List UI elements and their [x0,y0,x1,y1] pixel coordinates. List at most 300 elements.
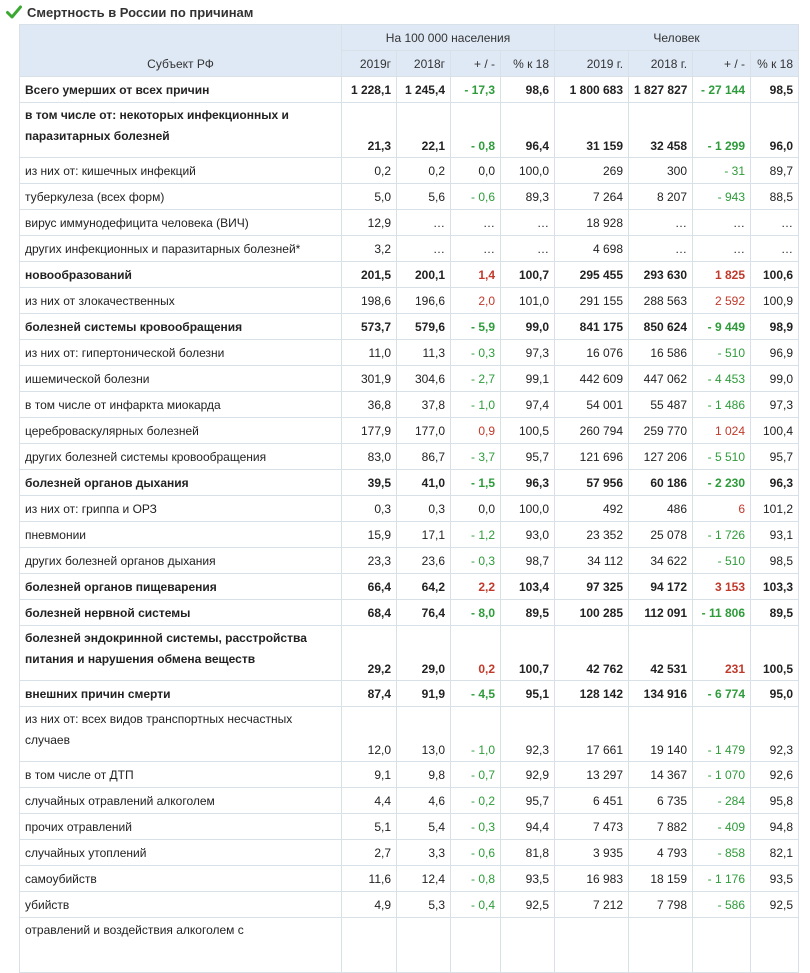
value-cell: 291 155 [555,288,629,314]
value-cell: 5,4 [397,814,451,840]
table-row [20,262,799,288]
change-cell: - 510 [693,340,751,366]
change-cell [693,918,751,973]
value-cell: 0,2 [342,158,397,184]
value-cell: 29,2 [342,626,397,681]
change-cell: - 9 449 [693,314,751,340]
table-row [20,314,799,340]
row-label: болезней органов дыхания [20,470,342,496]
value-cell: 177,0 [397,418,451,444]
value-cell: 100,0 [501,496,555,522]
value-cell: 6 735 [629,788,693,814]
value-cell: 89,3 [501,184,555,210]
value-cell: 492 [555,496,629,522]
value-cell: 3,3 [397,840,451,866]
page-header [0,0,810,24]
change-cell: - 0,8 [451,866,501,892]
value-cell: 260 794 [555,418,629,444]
page-title: Смертность в России по причинам [27,4,254,20]
table-row [20,470,799,496]
value-cell: 127 206 [629,444,693,470]
value-cell: 66,4 [342,574,397,600]
column-header: 2018г [397,51,451,77]
value-cell: 12,4 [397,866,451,892]
value-cell: 486 [629,496,693,522]
value-cell: 96,4 [501,103,555,158]
value-cell: 579,6 [397,314,451,340]
value-cell: 92,6 [751,762,799,788]
change-cell: - 11 806 [693,600,751,626]
value-cell: 6 451 [555,788,629,814]
value-cell: 89,7 [751,158,799,184]
value-cell: 259 770 [629,418,693,444]
row-label: прочих отравлений [20,814,342,840]
table-row [20,444,799,470]
value-cell: 94,8 [751,814,799,840]
value-cell: 3 935 [555,840,629,866]
row-label: других инфекционных и паразитарных болезней* [20,236,342,262]
change-cell: … [693,236,751,262]
table-body [20,77,799,973]
row-label: из них от: всех видов транспортных несчастных случаев [20,707,342,762]
change-cell: 6 [693,496,751,522]
value-cell: 97,3 [501,340,555,366]
table-row [20,366,799,392]
change-cell: - 1 726 [693,522,751,548]
change-cell: … [693,210,751,236]
change-cell: … [451,210,501,236]
table-row [20,288,799,314]
change-cell: - 1 176 [693,866,751,892]
value-cell: 95,7 [501,788,555,814]
value-cell: 2,7 [342,840,397,866]
change-cell [451,918,501,973]
table-row [20,548,799,574]
table-row [20,522,799,548]
change-cell: - 0,4 [451,892,501,918]
value-cell [555,918,629,973]
value-cell: 18 928 [555,210,629,236]
table-row [20,340,799,366]
column-header: + / - [451,51,501,77]
row-label: в том числе от ДТП [20,762,342,788]
value-cell: 300 [629,158,693,184]
value-cell: 99,1 [501,366,555,392]
value-cell: 96,9 [751,340,799,366]
table-row [20,392,799,418]
value-cell: 18 159 [629,866,693,892]
value-cell: 121 696 [555,444,629,470]
value-cell: 16 076 [555,340,629,366]
value-cell: 101,2 [751,496,799,522]
change-cell: - 17,3 [451,77,501,103]
value-cell: 17 661 [555,707,629,762]
change-cell: 0,0 [451,496,501,522]
value-cell: 98,6 [501,77,555,103]
value-cell: 88,5 [751,184,799,210]
value-cell: 4,4 [342,788,397,814]
value-cell: 5,6 [397,184,451,210]
value-cell [342,918,397,973]
table-row [20,496,799,522]
row-label: вирус иммунодефицита человека (ВИЧ) [20,210,342,236]
change-cell: - 5 510 [693,444,751,470]
value-cell: 442 609 [555,366,629,392]
change-cell: - 4,5 [451,681,501,707]
value-cell: 21,3 [342,103,397,158]
value-cell: 98,5 [751,548,799,574]
value-cell: 23,6 [397,548,451,574]
row-label: самоубийств [20,866,342,892]
subject-header: Субъект РФ [20,25,342,77]
change-cell: 231 [693,626,751,681]
row-label: из них от: гипертонической болезни [20,340,342,366]
value-cell: 4 793 [629,840,693,866]
value-cell: 92,5 [501,892,555,918]
change-cell: - 586 [693,892,751,918]
value-cell: 99,0 [751,366,799,392]
row-label: болезней нервной системы [20,600,342,626]
change-cell: - 0,2 [451,788,501,814]
value-cell: 94 172 [629,574,693,600]
row-label: ишемической болезни [20,366,342,392]
change-cell: - 1 299 [693,103,751,158]
change-cell: - 858 [693,840,751,866]
value-cell: 42 531 [629,626,693,681]
value-cell: 103,4 [501,574,555,600]
value-cell: 100,5 [751,626,799,681]
value-cell: 11,6 [342,866,397,892]
change-cell: - 1,2 [451,522,501,548]
change-cell: - 2 230 [693,470,751,496]
value-cell: 68,4 [342,600,397,626]
value-cell: 7 473 [555,814,629,840]
table-row [20,77,799,103]
value-cell: 97 325 [555,574,629,600]
value-cell: 269 [555,158,629,184]
value-cell: 7 882 [629,814,693,840]
value-cell: 82,1 [751,840,799,866]
value-cell: 14 367 [629,762,693,788]
value-cell: 19 140 [629,707,693,762]
value-cell: 12,9 [342,210,397,236]
table-row [20,814,799,840]
table-row [20,840,799,866]
value-cell: 25 078 [629,522,693,548]
value-cell: 100,0 [501,158,555,184]
change-cell: - 8,0 [451,600,501,626]
column-header: + / - [693,51,751,77]
change-cell: - 1 486 [693,392,751,418]
value-cell: 301,9 [342,366,397,392]
change-cell: - 409 [693,814,751,840]
row-label: из них от: гриппа и ОРЗ [20,496,342,522]
change-cell: - 1 479 [693,707,751,762]
value-cell: 92,9 [501,762,555,788]
row-label: Всего умерших от всех причин [20,77,342,103]
value-cell: 95,7 [501,444,555,470]
value-cell: 103,3 [751,574,799,600]
value-cell: 95,7 [751,444,799,470]
value-cell: 8 207 [629,184,693,210]
table-row [20,681,799,707]
table-row [20,574,799,600]
value-cell [629,918,693,973]
table-row [20,184,799,210]
row-label: из них от злокачественных [20,288,342,314]
value-cell: 94,4 [501,814,555,840]
value-cell: 95,1 [501,681,555,707]
row-label: новообразований [20,262,342,288]
value-cell: 101,0 [501,288,555,314]
value-cell: 37,8 [397,392,451,418]
table-row [20,626,799,681]
value-cell: 98,7 [501,548,555,574]
value-cell: 98,9 [751,314,799,340]
value-cell: 12,0 [342,707,397,762]
value-cell: 295 455 [555,262,629,288]
value-cell: 95,0 [751,681,799,707]
value-cell: 1 245,4 [397,77,451,103]
change-cell: 0,9 [451,418,501,444]
value-cell: … [751,236,799,262]
row-label: отравлений и воздействия алкоголем с [20,918,342,973]
row-label: в том числе от инфаркта миокарда [20,392,342,418]
value-cell: 23,3 [342,548,397,574]
row-label: случайных отравлений алкоголем [20,788,342,814]
change-cell: 1 825 [693,262,751,288]
value-cell: 76,4 [397,600,451,626]
value-cell: 34 622 [629,548,693,574]
value-cell: 4,6 [397,788,451,814]
value-cell: 98,5 [751,77,799,103]
table-row [20,210,799,236]
value-cell: 100,5 [501,418,555,444]
change-cell: - 0,8 [451,103,501,158]
value-cell: 42 762 [555,626,629,681]
value-cell: 29,0 [397,626,451,681]
value-cell: 5,0 [342,184,397,210]
change-cell: 2,0 [451,288,501,314]
row-label: цереброваскулярных болезней [20,418,342,444]
value-cell: 83,0 [342,444,397,470]
change-cell: 2 592 [693,288,751,314]
value-cell: 16 586 [629,340,693,366]
change-cell: - 1,0 [451,392,501,418]
value-cell: … [501,236,555,262]
table-row [20,918,799,973]
table-row [20,418,799,444]
value-cell: 89,5 [751,600,799,626]
value-cell: 54 001 [555,392,629,418]
value-cell: 9,1 [342,762,397,788]
value-cell: 198,6 [342,288,397,314]
change-cell: - 1,5 [451,470,501,496]
column-header: 2019г [342,51,397,77]
value-cell: 128 142 [555,681,629,707]
value-cell: … [397,236,451,262]
change-cell: - 510 [693,548,751,574]
change-cell: - 0,3 [451,548,501,574]
table-row [20,892,799,918]
change-cell: 1,4 [451,262,501,288]
check-icon [6,5,22,19]
table-row [20,158,799,184]
value-cell: 3,2 [342,236,397,262]
value-cell: 57 956 [555,470,629,496]
change-cell: 1 024 [693,418,751,444]
value-cell: 91,9 [397,681,451,707]
value-cell: 34 112 [555,548,629,574]
value-cell: 1 827 827 [629,77,693,103]
value-cell: 55 487 [629,392,693,418]
value-cell: 64,2 [397,574,451,600]
row-label: болезней эндокринной системы, расстройства питания и нарушения обмена веществ [20,626,342,681]
change-cell: - 0,7 [451,762,501,788]
value-cell: 196,6 [397,288,451,314]
value-cell [751,918,799,973]
value-cell: 100 285 [555,600,629,626]
value-cell: 134 916 [629,681,693,707]
value-cell: 32 458 [629,103,693,158]
value-cell: 573,7 [342,314,397,340]
group-header-per100k: На 100 000 населения [342,25,555,51]
table-row [20,707,799,762]
value-cell: 9,8 [397,762,451,788]
row-label: болезней органов пищеварения [20,574,342,600]
column-header: 2018 г. [629,51,693,77]
value-cell [501,918,555,973]
value-cell: 93,0 [501,522,555,548]
row-label: внешних причин смерти [20,681,342,707]
change-cell: - 1 070 [693,762,751,788]
value-cell: 100,7 [501,262,555,288]
value-cell: 97,3 [751,392,799,418]
change-cell: - 284 [693,788,751,814]
row-label: случайных утоплений [20,840,342,866]
value-cell: 15,9 [342,522,397,548]
row-label: из них от: кишечных инфекций [20,158,342,184]
value-cell: 293 630 [629,262,693,288]
value-cell: 96,3 [501,470,555,496]
change-cell: 3 153 [693,574,751,600]
row-label: других болезней органов дыхания [20,548,342,574]
value-cell: 93,5 [501,866,555,892]
value-cell: 97,4 [501,392,555,418]
table-row [20,866,799,892]
column-header: % к 18 [501,51,555,77]
value-cell: 177,9 [342,418,397,444]
value-cell: 31 159 [555,103,629,158]
value-cell: 36,8 [342,392,397,418]
change-cell: - 5,9 [451,314,501,340]
value-cell: 11,0 [342,340,397,366]
value-cell: 99,0 [501,314,555,340]
column-header: 2019 г. [555,51,629,77]
value-cell: 1 800 683 [555,77,629,103]
change-cell: 2,2 [451,574,501,600]
value-cell: 7 798 [629,892,693,918]
value-cell: 4,9 [342,892,397,918]
value-cell: 4 698 [555,236,629,262]
value-cell: 100,9 [751,288,799,314]
value-cell: 92,3 [751,707,799,762]
change-cell: - 0,3 [451,814,501,840]
value-cell: … [629,236,693,262]
value-cell: 112 091 [629,600,693,626]
row-label: пневмонии [20,522,342,548]
row-label: убийств [20,892,342,918]
value-cell: 100,7 [501,626,555,681]
value-cell: 92,3 [501,707,555,762]
value-cell: … [629,210,693,236]
value-cell: 7 264 [555,184,629,210]
value-cell: 39,5 [342,470,397,496]
row-label: других болезней системы кровообращения [20,444,342,470]
value-cell: 22,1 [397,103,451,158]
value-cell: 5,3 [397,892,451,918]
value-cell: 447 062 [629,366,693,392]
table-row [20,600,799,626]
table-row [20,103,799,158]
change-cell: - 3,7 [451,444,501,470]
value-cell: 304,6 [397,366,451,392]
value-cell: 5,1 [342,814,397,840]
change-cell: - 4 453 [693,366,751,392]
value-cell: 87,4 [342,681,397,707]
value-cell: 81,8 [501,840,555,866]
value-cell: 0,3 [397,496,451,522]
change-cell: - 6 774 [693,681,751,707]
value-cell: … [397,210,451,236]
mortality-table [19,24,799,973]
value-cell: 16 983 [555,866,629,892]
value-cell: … [501,210,555,236]
change-cell: - 31 [693,158,751,184]
change-cell: - 27 144 [693,77,751,103]
value-cell: 93,1 [751,522,799,548]
value-cell: 7 212 [555,892,629,918]
group-header-row [20,25,799,51]
table-row [20,762,799,788]
row-label: в том числе от: некоторых инфекционных и паразитарных болезней [20,103,342,158]
table-row [20,236,799,262]
change-cell: - 2,7 [451,366,501,392]
group-header-people: Человек [555,25,799,51]
value-cell: 93,5 [751,866,799,892]
value-cell: 0,2 [397,158,451,184]
value-cell: 96,0 [751,103,799,158]
value-cell [397,918,451,973]
value-cell: 95,8 [751,788,799,814]
value-cell: 89,5 [501,600,555,626]
value-cell: 100,4 [751,418,799,444]
row-label: туберкулеза (всех форм) [20,184,342,210]
value-cell: 100,6 [751,262,799,288]
change-cell: - 0,6 [451,840,501,866]
value-cell: 86,7 [397,444,451,470]
change-cell: … [451,236,501,262]
column-header: % к 18 [751,51,799,77]
row-label: болезней системы кровообращения [20,314,342,340]
value-cell: 11,3 [397,340,451,366]
value-cell: 17,1 [397,522,451,548]
table-row [20,788,799,814]
value-cell: 60 186 [629,470,693,496]
change-cell: - 1,0 [451,707,501,762]
change-cell: 0,2 [451,626,501,681]
value-cell: 23 352 [555,522,629,548]
